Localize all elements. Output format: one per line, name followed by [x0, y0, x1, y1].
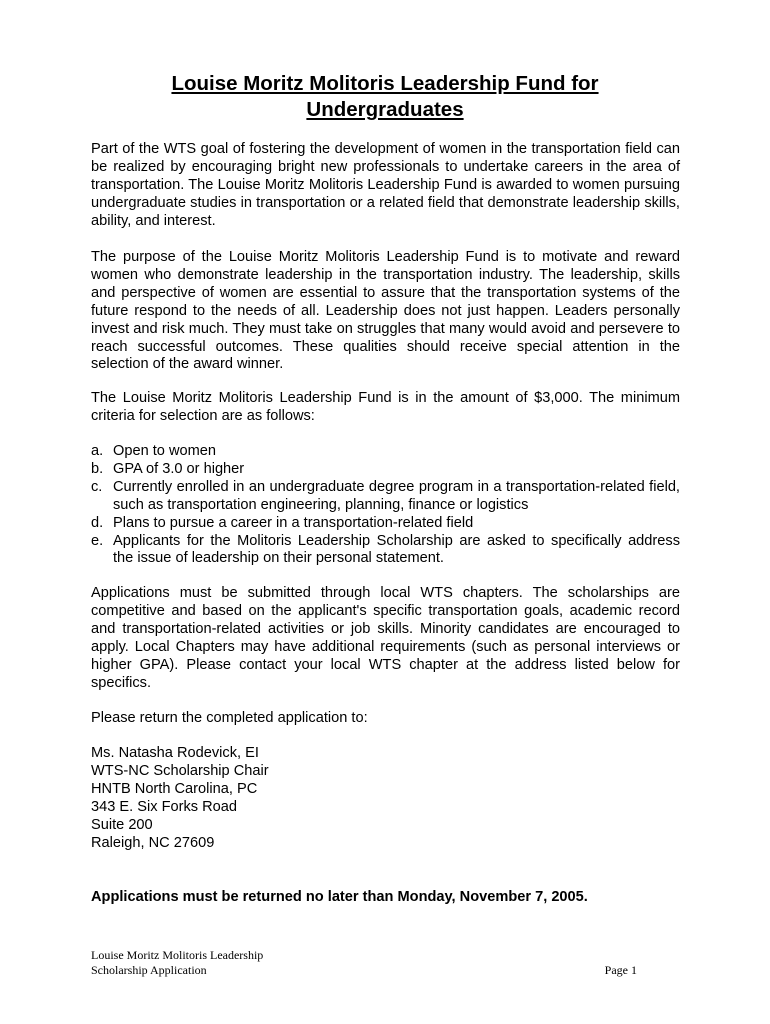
criteria-item [91, 461, 680, 479]
criteria-text: Applicants for the Molitoris Leadership Scholarship are asked to specifically address the issue of leadership on their personal statement. [113, 532, 680, 567]
deadline-notice: Applications must be returned no later than Monday, November 7, 2005. [91, 889, 588, 905]
return-instruction: Please return the completed application to: [91, 710, 368, 726]
document-title [0, 71, 770, 123]
address-line: 343 E. Six Forks Road [91, 798, 238, 815]
criteria-marker: b. [91, 460, 104, 477]
criteria-text: Open to women [113, 443, 217, 459]
submission-paragraph: Applications must be submitted through local WTS chapters. The scholarships are competitive and based on the applicant's specific transportation goals, academic record and transportation-related activities or job skills. Minority candidates are encouraged to apply. Local Chapters may have additional requirements (such as personal interviews or higher GPA). Please contact your local WTS chapter at the address listed below for specifics. [91, 585, 680, 691]
address-line: Ms. Natasha Rodevick, EI [91, 745, 259, 761]
page-footer [91, 948, 637, 978]
criteria-list [91, 443, 680, 568]
footer-line-2: Scholarship Application [91, 963, 207, 977]
criteria-text: Plans to pursue a career in a transportation-related field [113, 514, 474, 531]
criteria-item [91, 479, 680, 515]
address-line: WTS-NC Scholarship Chair [91, 762, 269, 779]
criteria-text: Currently enrolled in an undergraduate degree program in a transportation-related field, such as transportation engineering, planning, finance or logistics [113, 478, 680, 513]
page-number: Page 1 [604, 963, 637, 977]
mailing-address [91, 745, 491, 852]
title-line-2: Undergraduates [306, 98, 464, 121]
criteria-marker: c. [91, 478, 103, 495]
criteria-marker: a. [91, 443, 104, 459]
amount-paragraph: The Louise Moritz Molitoris Leadership Fund is in the amount of $3,000. The minimum criteria for selection are as follows: [91, 390, 680, 424]
footer-line-1: Louise Moritz Molitoris Leadership [91, 948, 264, 962]
address-line: Raleigh, NC 27609 [91, 834, 215, 851]
footer-title [91, 948, 637, 978]
criteria-text: GPA of 3.0 or higher [113, 460, 245, 477]
title-line-1: Louise Moritz Molitoris Leadership Fund for [171, 72, 599, 95]
criteria-item [91, 515, 680, 533]
criteria-item [91, 443, 680, 461]
address-line: Suite 200 [91, 816, 153, 833]
intro-paragraph: Part of the WTS goal of fostering the development of women in the transportation field can be realized by encouraging bright new professionals to undertake careers in the area of transportation. The Louise Moritz Molitoris Leadership Fund is awarded to women pursuing undergraduate studies in transportation or a related field that demonstrate leadership skills, ability, and interest. [91, 141, 680, 229]
criteria-marker: e. [91, 532, 104, 549]
address-line: HNTB North Carolina, PC [91, 780, 258, 797]
criteria-item [91, 533, 680, 569]
criteria-marker: d. [91, 514, 104, 531]
purpose-paragraph: The purpose of the Louise Moritz Molitoris Leadership Fund is to motivate and reward women who demonstrate leadership in the transportation industry. The leadership, skills and perspective of women are essential to assure that the transportation systems of the future respond to the needs of all. Leadership does not just happen. Leaders personally invest and risk much. They must take on struggles that many would avoid and persevere to reach successful outcomes. These qualities should receive special attention in the selection of the award winner. [91, 249, 680, 373]
